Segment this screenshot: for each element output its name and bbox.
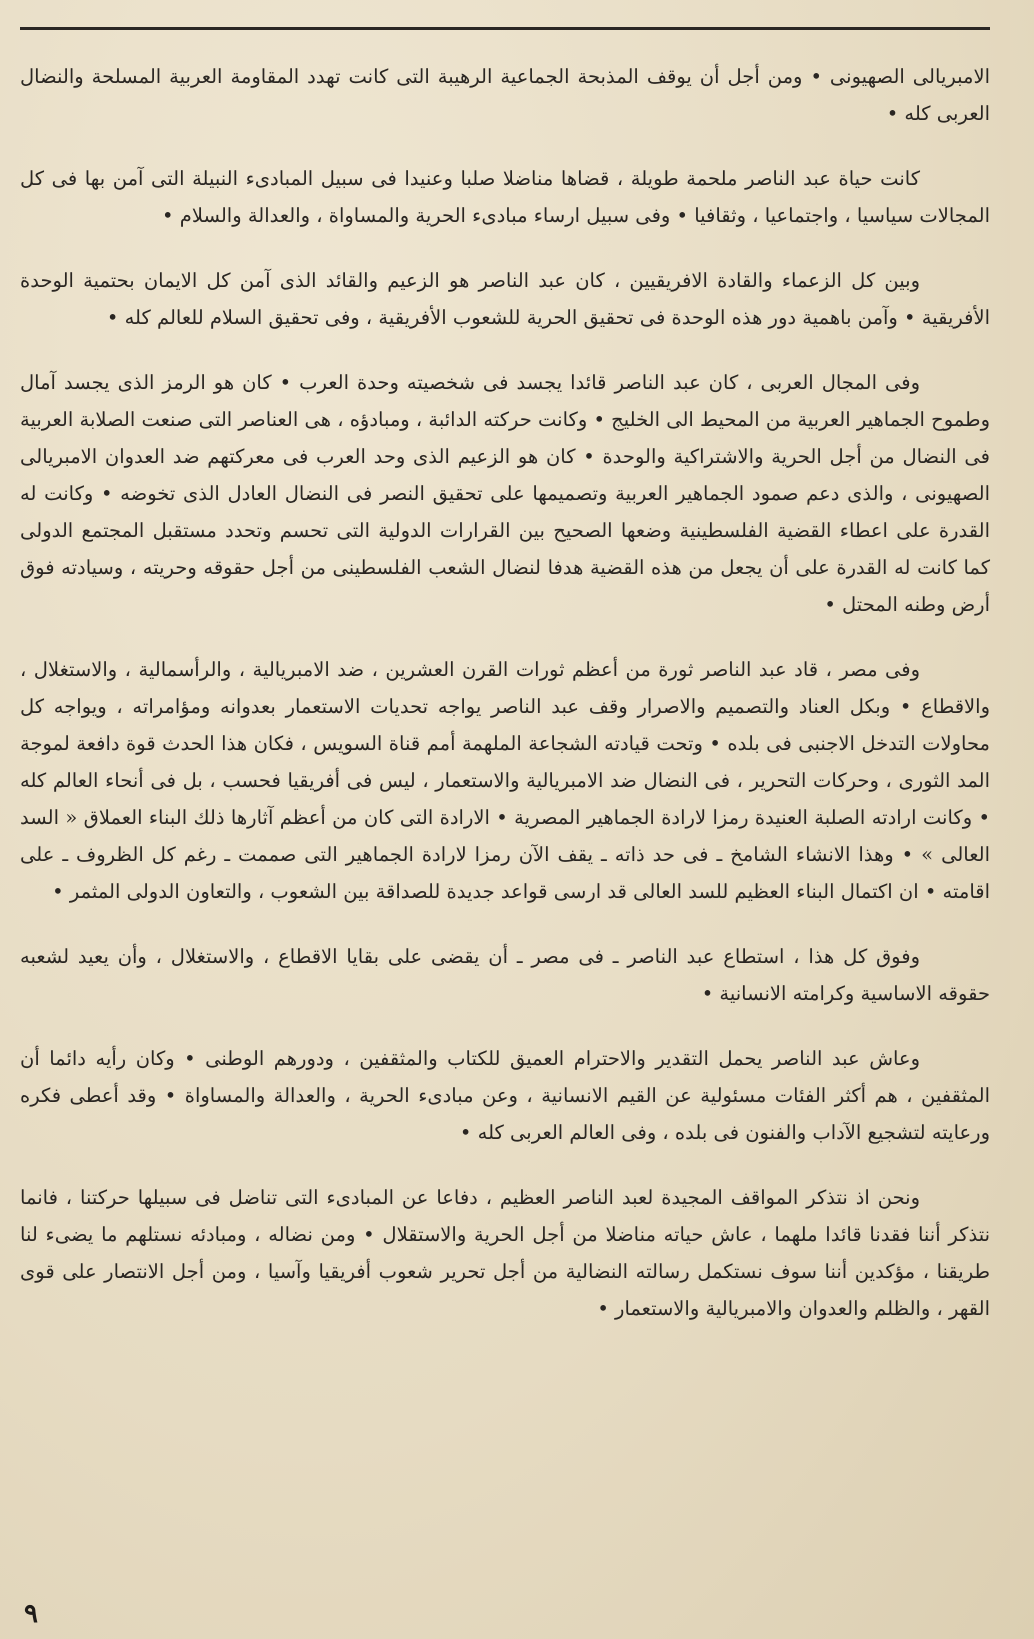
page-number: ٩ bbox=[24, 1599, 38, 1629]
paragraph-7: وعاش عبد الناصر يحمل التقدير والاحترام العميق للكتاب والمثقفين ، ودورهم الوطنى • وكان رأيه دائما أن المثقفين ، هم أكثر الفئات مسئولية عن القيم الانسانية ، وعن مبادىء الحرية ، والعدالة والمساواة • وقد أعطى فكره ورعايته لتشجيع الآداب والفنون فى بلده ، وفى العالم العربى كله • bbox=[20, 1047, 990, 1144]
paragraph-2: كانت حياة عبد الناصر ملحمة طويلة ، قضاها مناضلا صلبا وعنيدا فى سبيل المبادىء النبيلة التى آمن بها فى كل المجالات سياسيا ، واجتماعيا ، وثقافيا • وفى سبيل ارساء مبادىء الحرية والمساواة ، والعدالة والسلام • bbox=[20, 167, 990, 227]
top-rule bbox=[20, 27, 990, 30]
paragraph-6: وفوق كل هذا ، استطاع عبد الناصر ـ فى مصر ـ أن يقضى على بقايا الاقطاع ، والاستغلال ، وأن يعيد لشعبه حقوقه الاساسية وكرامته الانسانية • bbox=[20, 945, 990, 1005]
paragraph-4: وفى المجال العربى ، كان عبد الناصر قائدا يجسد فى شخصيته وحدة العرب • كان هو الرمز الذى يجسد آمال وطموح الجماهير العربية من المحيط الى الخليج • وكانت حركته الدائبة ، ومبادؤه ، هى العناصر التى صنعت الصلابة العربية فى النضال من أجل الحرية والاشتراكية والوحدة • كان هو الزعيم الذى وحد العرب فى معركتهم ضد العدوان الامبريالى الصهيونى ، والذى دعم صمود الجماهير العربية وتصميمها على تحقيق النصر فى النضال العادل الذى تخوضه • وكانت له القدرة على اعطاء القضية الفلسطينية وضعها الصحيح بين القرارات الدولية التى تحسم وتحدد مستقبل المجتمع الدولى كما كانت له القدرة على أن يجعل من هذه القضية هدفا لنضال الشعب الفلسطينى من أجل حقوقه وحريته ، وسيادته فوق أرض وطنه المحتل • bbox=[20, 371, 990, 616]
paragraph-1: الامبريالى الصهيونى • ومن أجل أن يوقف المذبحة الجماعية الرهيبة التى كانت تهدد المقاومة العربية المسلحة والنضال العربى كله • bbox=[20, 65, 990, 125]
page-body bbox=[20, 58, 990, 1355]
paragraph-5: وفى مصر ، قاد عبد الناصر ثورة من أعظم ثورات القرن العشرين ، ضد الامبريالية ، والرأسمالية ، والاستغلال ، والاقطاع • وبكل العناد والتصميم والاصرار وقف عبد الناصر يواجه تحديات الاستعمار بعدوانه ومؤامراته ، ويواجه كل محاولات التدخل الاجنبى فى بلده • وتحت قيادته الشجاعة الملهمة أمم قناة السويس ، فكان هذا الحدث قوة دافعة لموجة المد الثورى ، وحركات التحرير ، فى النضال ضد الامبريالية والاستعمار ، ليس فى أفريقيا فحسب ، بل فى أنحاء العالم كله • وكانت ارادته الصلبة العنيدة رمزا لارادة الجماهير المصرية • الارادة التى كان من أعظم آثارها ذلك البناء العملاق « السد العالى » • وهذا الانشاء الشامخ ـ فى حد ذاته ـ يقف الآن رمزا لارادة الجماهير التى صممت ـ رغم كل الظروف ـ على اقامته • ان اكتمال البناء العظيم للسد العالى قد ارسى قواعد جديدة للصداقة بين الشعوب ، والتعاون الدولى المثمر • bbox=[20, 658, 990, 903]
paragraph-8: ونحن اذ نتذكر المواقف المجيدة لعبد الناصر العظيم ، دفاعا عن المبادىء التى تناضل فى سبيلها حركتنا ، فانما نتذكر أننا فقدنا قائدا ملهما ، عاش حياته مناضلا من أجل الحرية والاستقلال • ومن نضاله ، ومبادئه نستلهم ما يضىء لنا طريقنا ، مؤكدين أننا سوف نستكمل رسالته النضالية من أجل تحرير شعوب أفريقيا وآسيا ، ومن أجل الانتصار على قوى القهر ، والظلم والعدوان والامبريالية والاستعمار • bbox=[20, 1186, 990, 1320]
paragraph-3: وبين كل الزعماء والقادة الافريقيين ، كان عبد الناصر هو الزعيم والقائد الذى آمن كل الايمان بحتمية الوحدة الأفريقية • وآمن باهمية دور هذه الوحدة فى تحقيق الحرية للشعوب الأفريقية ، وفى تحقيق السلام للعالم كله • bbox=[20, 269, 990, 329]
